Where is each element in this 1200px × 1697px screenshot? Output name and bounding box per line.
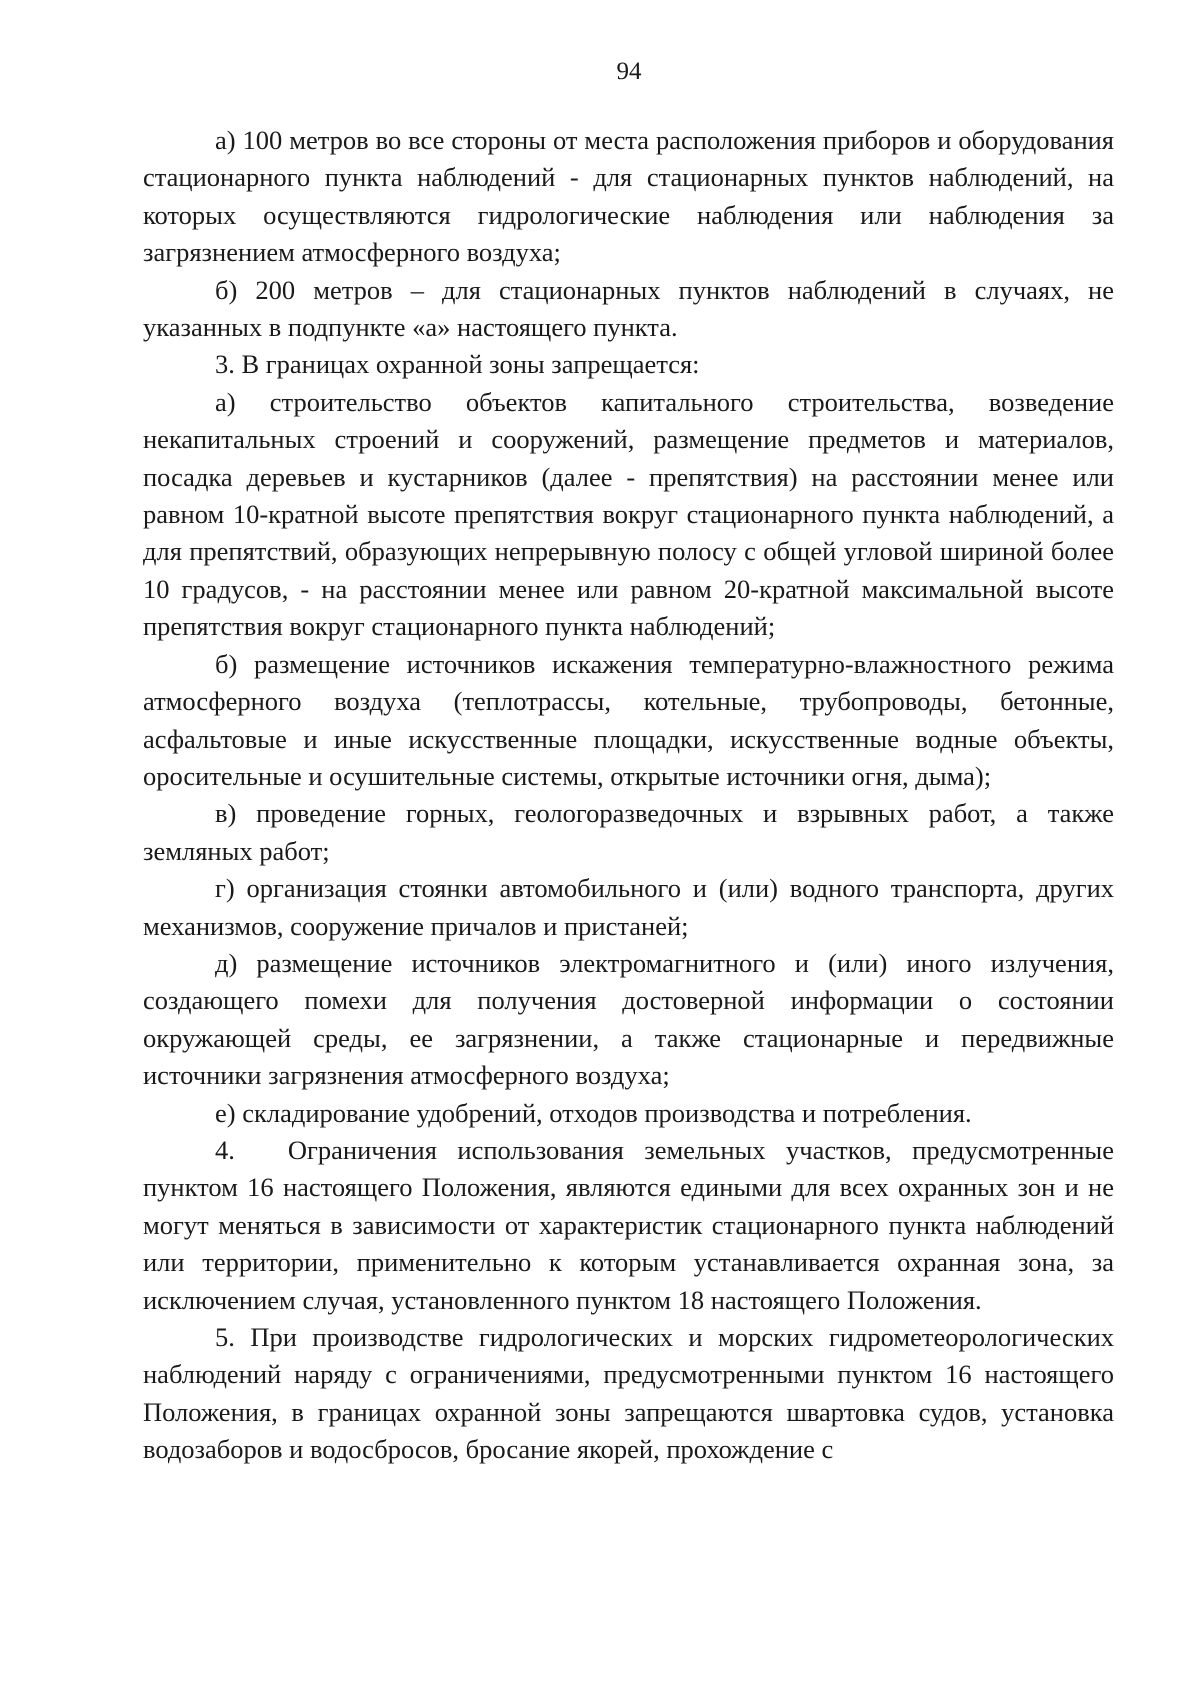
paragraph-prohibition-e: е) складирование удобрений, отходов производства и потребления. <box>215 1097 972 1128</box>
paragraph-item-5: 5. При производстве гидрологических и морских гидрометеорологических наблюдений наряду с ограничениями, предусмотренными пунктом 16 настоящего Положения, в границах охранной зоны запрещаются швартовка судов, установка водозаборов и водосбросов, бросание якорей, прохождение с <box>143 1322 1114 1465</box>
paragraph-zone-b-200m: б) 200 метров – для стационарных пунктов наблюдений в случаях, не указанных в подпункте «а» настоящего пункта. <box>143 274 1114 343</box>
paragraph-item-4: 4. Ограничения использования земельных участков, предусмотренные пунктом 16 настоящего Положения, являются едиными для всех охранных зон и не могут меняться в зависимости от характеристик стационарного пункта наблюдений или территории, применительно к которым устанавливается охранная зона, за исключением случая, установленного пунктом 18 настоящего Положения. <box>143 1134 1114 1315</box>
paragraph-prohibition-b: б) размещение источников искажения температурно-влажностного режима атмосферного воздуха (теплотрассы, котельные, трубопроводы, бетонные, асфальтовые и иные искусственные площадки, искусственные водные объекты, оросительные и осушительные системы, открытые источники огня, дыма); <box>143 648 1114 791</box>
paragraph-prohibition-g: г) организация стоянки автомобильного и (или) водного транспорта, других механизмов, сооружение причалов и пристаней; <box>143 873 1114 941</box>
paragraph-zone-a-100m: а) 100 метров во все стороны от места расположения приборов и оборудования стационарного пункта наблюдений - для стационарных пунктов наблюдений, на которых осуществляются гидрологические наблюдения или наблюдения за загрязнением атмосферного воздуха; <box>143 125 1114 268</box>
page-number: 94 <box>616 58 642 85</box>
document-body <box>143 122 1114 1469</box>
paragraph-item-3-heading: 3. В границах охранной зоны запрещается: <box>215 349 700 380</box>
paragraph-prohibition-a: а) строительство объектов капитального строительства, возведение некапитальных строений и сооружений, размещение предметов и материалов, посадка деревьев и кустарников (далее - препятствия) на расстоянии менее или равном 10-кратной высоте препятствия вокруг стационарного пункта наблюдений, а для препятствий, образующих непрерывную полосу с общей угловой шириной более 10 градусов, - на расстоянии менее или равном 20-кратной максимальной высоте препятствия вокруг стационарного пункта наблюдений; <box>143 386 1114 642</box>
paragraph-prohibition-d: д) размещение источников электромагнитного и (или) иного излучения, создающего помехи для получения достоверной информации о состоянии окружающей среды, ее загрязнении, а также стационарные и передвижные источники загрязнения атмосферного воздуха; <box>143 947 1114 1091</box>
paragraph-prohibition-v: в) проведение горных, геологоразведочных и взрывных работ, а также земляных работ; <box>143 798 1114 866</box>
